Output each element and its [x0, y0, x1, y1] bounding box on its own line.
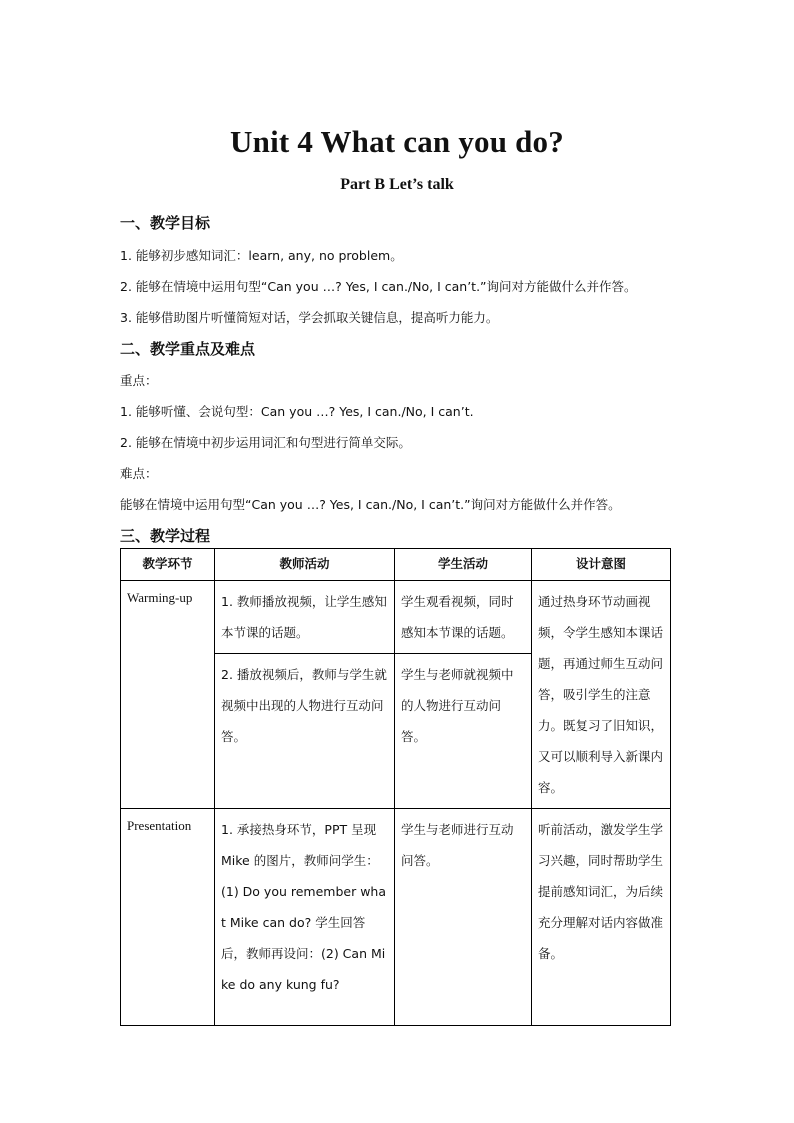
section-heading-key-points: 二、教学重点及难点 — [120, 340, 256, 358]
column-header-student: 学生活动 — [395, 549, 532, 581]
stage-warmup: Warming-up — [121, 581, 215, 809]
section-heading-objectives: 一、教学目标 — [120, 214, 211, 232]
objective-item-2: 2. 能够在情境中运用句型“Can you …? Yes, I can./No, I can’t.”询问对方能做什么并作答。 — [120, 279, 637, 294]
objective-item-3: 3. 能够借助图片听懂简短对话，学会抓取关键信息，提高听力能力。 — [120, 310, 499, 325]
teacher-activity-warmup-2: 2. 播放视频后，教师与学生就视频中出现的人物进行互动问答。 — [215, 654, 395, 809]
page-subtitle: Part B Let’s talk — [340, 176, 454, 193]
key-points-label: 重点： — [120, 373, 158, 388]
design-intent-presentation: 听前活动，激发学生学习兴趣，同时帮助学生提前感知词汇，为后续充分理解对话内容做准备。 — [532, 809, 671, 1026]
design-intent-warmup: 通过热身环节动画视频，令学生感知本课话题，再通过师生互动问答，吸引学生的注意力。既复习了旧知识，又可以顺利导入新课内容。 — [532, 581, 671, 809]
table-row — [121, 581, 671, 654]
objective-item-1: 1. 能够初步感知词汇：learn, any, no problem。 — [120, 248, 403, 263]
section-heading-process: 三、教学过程 — [120, 527, 211, 545]
difficult-points-label: 难点： — [120, 466, 158, 481]
table-header-row — [121, 549, 671, 581]
difficult-point-text: 能够在情境中运用句型“Can you …? Yes, I can./No, I can’t.”询问对方能做什么并作答。 — [120, 497, 621, 512]
table-row — [121, 809, 671, 1026]
column-header-intent: 设计意图 — [532, 549, 671, 581]
student-activity-presentation: 学生与老师进行互动问答。 — [395, 809, 532, 1026]
key-point-item-1: 1. 能够听懂、会说句型：Can you …? Yes, I can./No, I can’t. — [120, 404, 474, 419]
stage-presentation: Presentation — [121, 809, 215, 1026]
page-title: Unit 4 What can you do? — [230, 124, 564, 159]
column-header-teacher: 教师活动 — [215, 549, 395, 581]
column-header-stage: 教学环节 — [121, 549, 215, 581]
student-activity-warmup-1: 学生观看视频，同时感知本节课的话题。 — [395, 581, 532, 654]
teacher-activity-warmup-1: 1. 教师播放视频，让学生感知本节课的话题。 — [215, 581, 395, 654]
teacher-activity-presentation: 1. 承接热身环节，PPT 呈现 Mike 的图片，教师问学生：(1) Do you remember what Mike can do? 学生回答后，教师再设问：(2) Can Mike do any kung fu? — [215, 809, 395, 1026]
student-activity-warmup-2: 学生与老师就视频中的人物进行互动问答。 — [395, 654, 532, 809]
teaching-process-table — [120, 548, 671, 1026]
key-point-item-2: 2. 能够在情境中初步运用词汇和句型进行简单交际。 — [120, 435, 411, 450]
